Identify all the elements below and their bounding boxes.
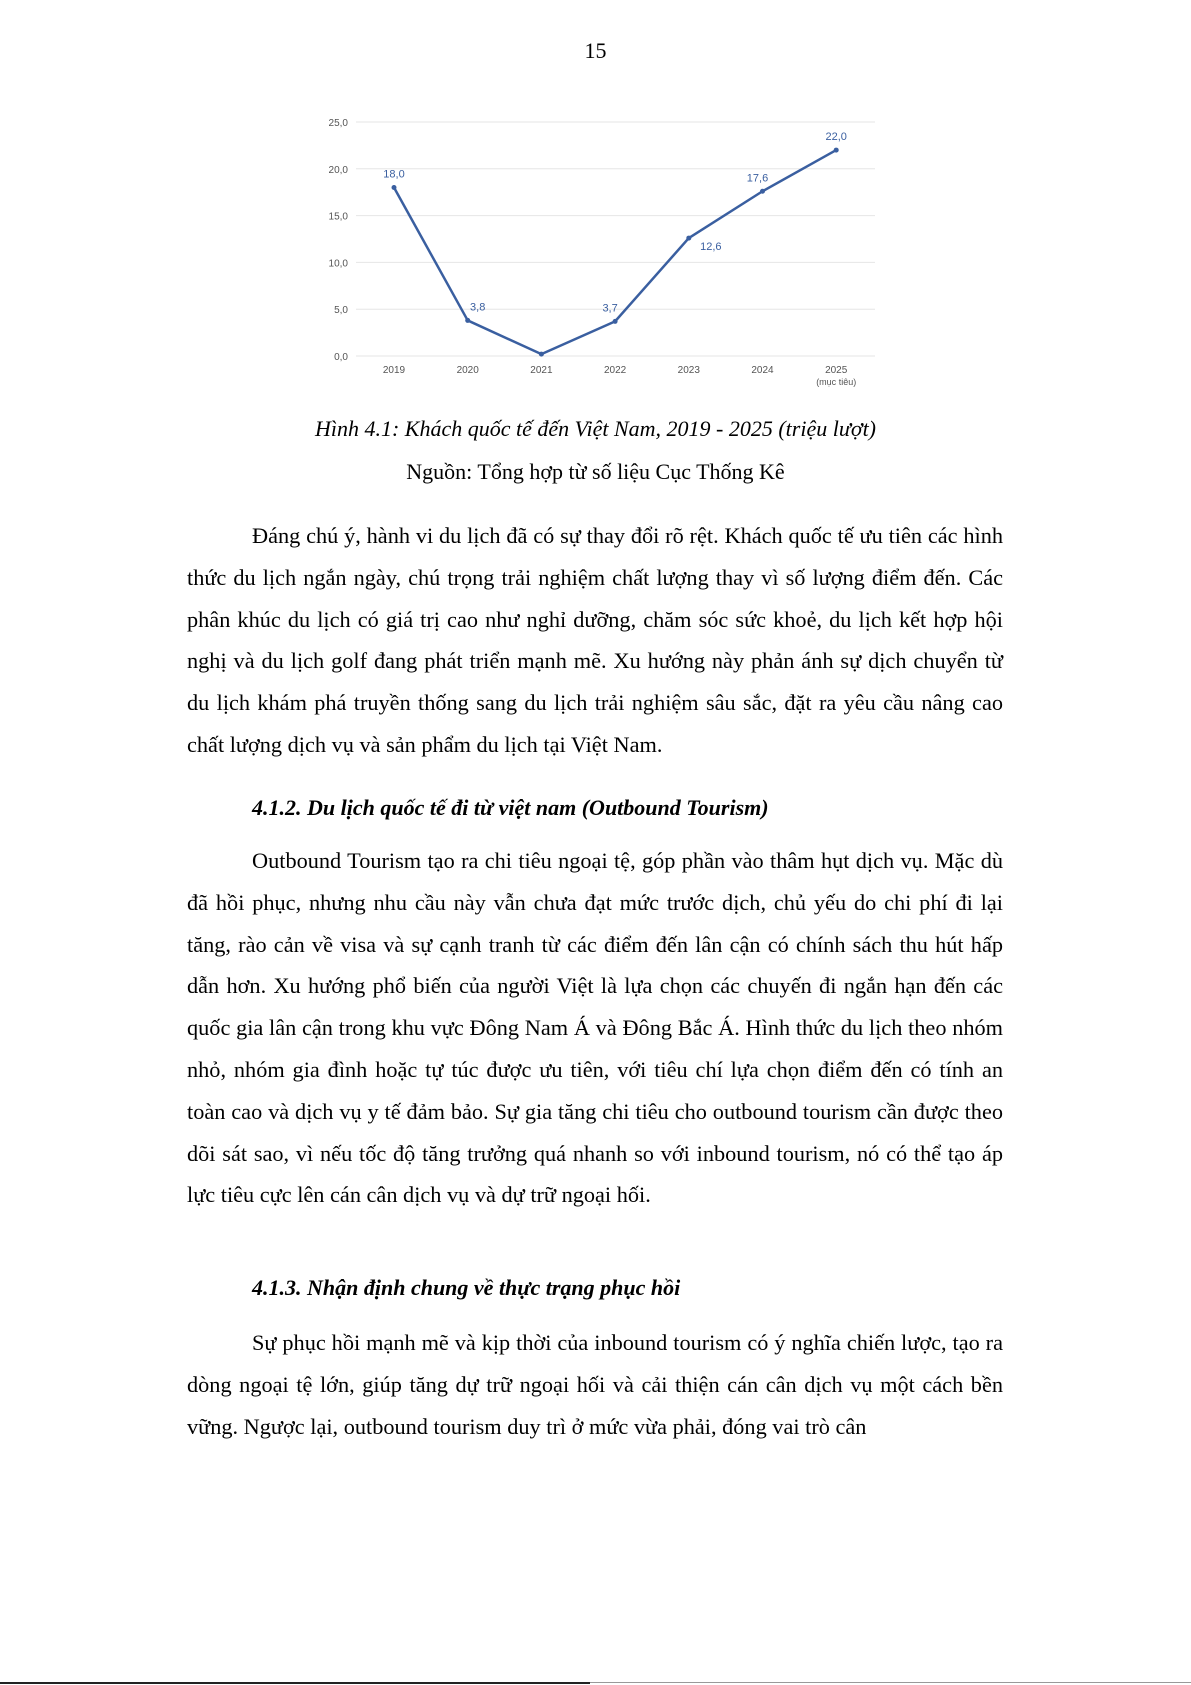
y-tick-label: 10,0 (328, 258, 348, 270)
paragraph (187, 840, 1003, 1216)
bottom-rule (590, 1682, 1191, 1683)
x-tick-label: 2021 (530, 365, 553, 376)
page-number: 15 (584, 38, 607, 63)
data-label: 17,6 (746, 172, 769, 185)
y-tick-label: 20,0 (328, 164, 348, 176)
data-label: 22,0 (825, 131, 847, 144)
data-point (465, 318, 470, 323)
section-heading: 4.1.3. Nhận định chung về thực trạng phục hồi (252, 1275, 681, 1300)
line-chart (280, 100, 910, 400)
x-tick-label: 2024 (751, 365, 774, 376)
section-heading: 4.1.2. Du lịch quốc tế đi từ việt nam (Outbound Tourism) (252, 795, 769, 820)
data-point (392, 185, 397, 190)
paragraph-text: Sự phục hồi mạnh mẽ và kịp thời của inbound tourism có ý nghĩa chiến lược, tạo ra dòng ngoại tệ lớn, giúp tăng dự trữ ngoại hối và cải thiện cán cân dịch vụ một cách bền vững. Ngược lại, outbound tourism duy trì ở mức vừa phải, đóng vai trò cân (187, 1330, 1003, 1439)
y-tick-label: 5,0 (334, 305, 348, 317)
paragraph-text: Đáng chú ý, hành vi du lịch đã có sự thay đổi rõ rệt. Khách quốc tế ưu tiên các hình thức du lịch ngắn ngày, chú trọng trải nghiệm chất lượng thay vì số lượng điểm đến. Các phân khúc du lịch có giá trị cao như nghỉ dưỡng, chăm sóc sức khoẻ, du lịch kết hợp hội nghị và du lịch golf đang phát triển mạnh mẽ. Xu hướng này phản ánh sự dịch chuyển từ du lịch khám phá truyền thống sang du lịch trải nghiệm sâu sắc, đặt ra yêu cầu nâng cao chất lượng dịch vụ và sản phẩm du lịch tại Việt Nam. (187, 523, 1003, 757)
data-label: 18,0 (383, 168, 405, 181)
paragraph (187, 515, 1003, 766)
bottom-rule (0, 1682, 590, 1684)
x-tick-label: 2020 (456, 365, 479, 376)
x-tick-label: 2022 (603, 365, 627, 376)
figure-source: Nguồn: Tổng hợp từ số liệu Cục Thống Kê (406, 459, 785, 484)
x-tick-sublabel: (mục tiêu) (816, 377, 857, 387)
x-tick-label: 2025 (825, 365, 848, 376)
x-tick-label: 2019 (382, 365, 406, 376)
paragraph (187, 1322, 1003, 1447)
data-point (760, 189, 765, 194)
x-tick-label: 2023 (677, 365, 700, 376)
data-label: 3,8 (470, 301, 486, 314)
data-label: 12,6 (700, 241, 722, 254)
data-point (539, 352, 544, 357)
y-tick-label: 25,0 (328, 118, 348, 129)
y-tick-label: 0,0 (334, 352, 348, 363)
data-point (613, 319, 618, 324)
y-tick-label: 15,0 (328, 211, 348, 223)
paragraph-text: Outbound Tourism tạo ra chi tiêu ngoại tệ, góp phần vào thâm hụt dịch vụ. Mặc dù đã hồi phục, nhưng nhu cầu này vẫn chưa đạt mức trước dịch, chủ yếu do chi phí đi lại tăng, rào cản về visa và sự cạnh tranh từ các điểm đến lân cận có chính sách thu hút hấp dẫn hơn. Xu hướng phổ biến của người Việt là lựa chọn các chuyến đi ngắn hạn đến các quốc gia lân cận trong khu vực Đông Nam Á và Đông Bắc Á. Hình thức du lịch theo nhóm nhỏ, nhóm gia đình hoặc tự túc được ưu tiên, với tiêu chí lựa chọn điểm đến có tính an toàn cao và dịch vụ y tế đảm bảo. Sự gia tăng chi tiêu cho outbound tourism cần được theo dõi sát sao, vì nếu tốc độ tăng trưởng quá nhanh so với inbound tourism, nó có thể tạo áp lực tiêu cực lên cán cân dịch vụ và dự trữ ngoại hối. (187, 848, 1003, 1208)
figure-caption: Hình 4.1: Khách quốc tế đến Việt Nam, 2019 - 2025 (triệu lượt) (314, 416, 877, 441)
data-label: 3,7 (602, 302, 618, 315)
data-point (834, 148, 839, 153)
data-point (686, 236, 691, 241)
